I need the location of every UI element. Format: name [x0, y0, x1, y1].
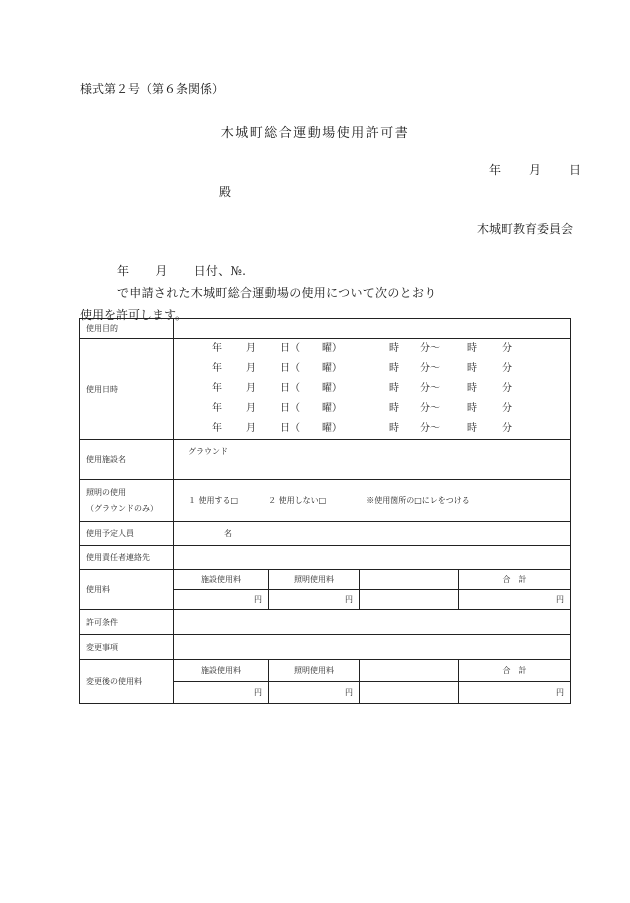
changed-fee-blank-header: [360, 660, 459, 682]
fee-header-row: [80, 570, 571, 590]
date-day: 日: [569, 163, 582, 177]
fee-total-value: 円: [459, 590, 571, 610]
contact-value: [174, 546, 571, 570]
purpose-value: [174, 319, 571, 339]
lighting-options: [174, 480, 571, 522]
datetime-row: [80, 339, 571, 440]
fee-total-header: 合 計: [459, 570, 571, 590]
date-month: 月: [529, 163, 542, 177]
fee-facility-value: 円: [174, 590, 269, 610]
lighting-option-use: １ 使用する□: [188, 496, 239, 505]
permit-table: [79, 318, 571, 704]
schedule-line: 年 月 日（ 曜） 時 分～ 時 分: [212, 423, 512, 434]
changed-fee-lighting-value: 円: [269, 682, 360, 704]
facility-row: [80, 440, 571, 480]
fee-lighting-value: 円: [269, 590, 360, 610]
schedule-line: 年 月 日（ 曜） 時 分～ 時 分: [212, 403, 512, 414]
changes-label: 変更事項: [80, 635, 174, 660]
datetime-label: 使用日時: [80, 339, 174, 440]
lighting-label-line1: 照明の使用: [86, 487, 126, 497]
changed-fee-label: 変更後の使用料: [80, 660, 174, 704]
lighting-note: ※使用箇所の□にレをつける: [366, 496, 470, 505]
purpose-row: [80, 319, 571, 339]
people-row: [80, 522, 571, 546]
fee-blank-value: [360, 590, 459, 610]
changed-fee-header-row: [80, 660, 571, 682]
schedule-cell: [174, 339, 571, 440]
permission-statement: [80, 260, 572, 326]
statement-day: 日付、№.: [193, 264, 247, 278]
fee-facility-header: 施設使用料: [174, 570, 269, 590]
addressee: 殿: [219, 185, 232, 199]
purpose-label: 使用目的: [80, 319, 174, 339]
form-number: 様式第２号（第６条関係）: [80, 82, 225, 96]
fee-lighting-header: 照明使用料: [269, 570, 360, 590]
statement-line-1: [80, 260, 572, 304]
schedule-line: 年 月 日（ 曜） 時 分～ 時 分: [212, 363, 512, 374]
schedule-line: 年 月 日（ 曜） 時 分～ 時 分: [212, 383, 512, 394]
changed-fee-total-value: 円: [459, 682, 571, 704]
conditions-row: [80, 610, 571, 635]
statement-line-2: 使用を許可します。: [80, 308, 188, 322]
fee-blank-header: [360, 570, 459, 590]
conditions-value: [174, 610, 571, 635]
changes-row: [80, 635, 571, 660]
statement-month: 月: [155, 264, 168, 278]
changes-value: [174, 635, 571, 660]
document-title: 木城町総合運動場使用許可書: [220, 126, 410, 141]
schedule-line: 年 月 日（ 曜） 時 分～ 時 分: [212, 343, 512, 354]
contact-row: [80, 546, 571, 570]
contact-label: 使用責任者連絡先: [80, 546, 174, 570]
lighting-label: [80, 480, 174, 522]
changed-fee-total-header: 合 計: [459, 660, 571, 682]
lighting-row: [80, 480, 571, 522]
lighting-option-no-use: ２ 使用しない□: [268, 496, 327, 505]
changed-fee-lighting-header: 照明使用料: [269, 660, 360, 682]
facility-label: 使用施設名: [80, 440, 174, 480]
lighting-label-line2: （グラウンドのみ）: [86, 503, 158, 513]
changed-fee-facility-value: 円: [174, 682, 269, 704]
facility-value: グラウンド: [174, 440, 571, 480]
date-year: 年: [489, 163, 502, 177]
issuer: 木城町教育委員会: [477, 222, 574, 236]
statement-text: で申請された木城町総合運動場の使用について次のとおり: [117, 286, 437, 300]
people-label: 使用予定人員: [80, 522, 174, 546]
changed-fee-blank-value: [360, 682, 459, 704]
people-unit: 名: [174, 522, 571, 546]
issue-date: [489, 161, 581, 178]
statement-year: 年: [117, 264, 130, 278]
fee-label: 使用料: [80, 570, 174, 610]
changed-fee-facility-header: 施設使用料: [174, 660, 269, 682]
conditions-label: 許可条件: [80, 610, 174, 635]
